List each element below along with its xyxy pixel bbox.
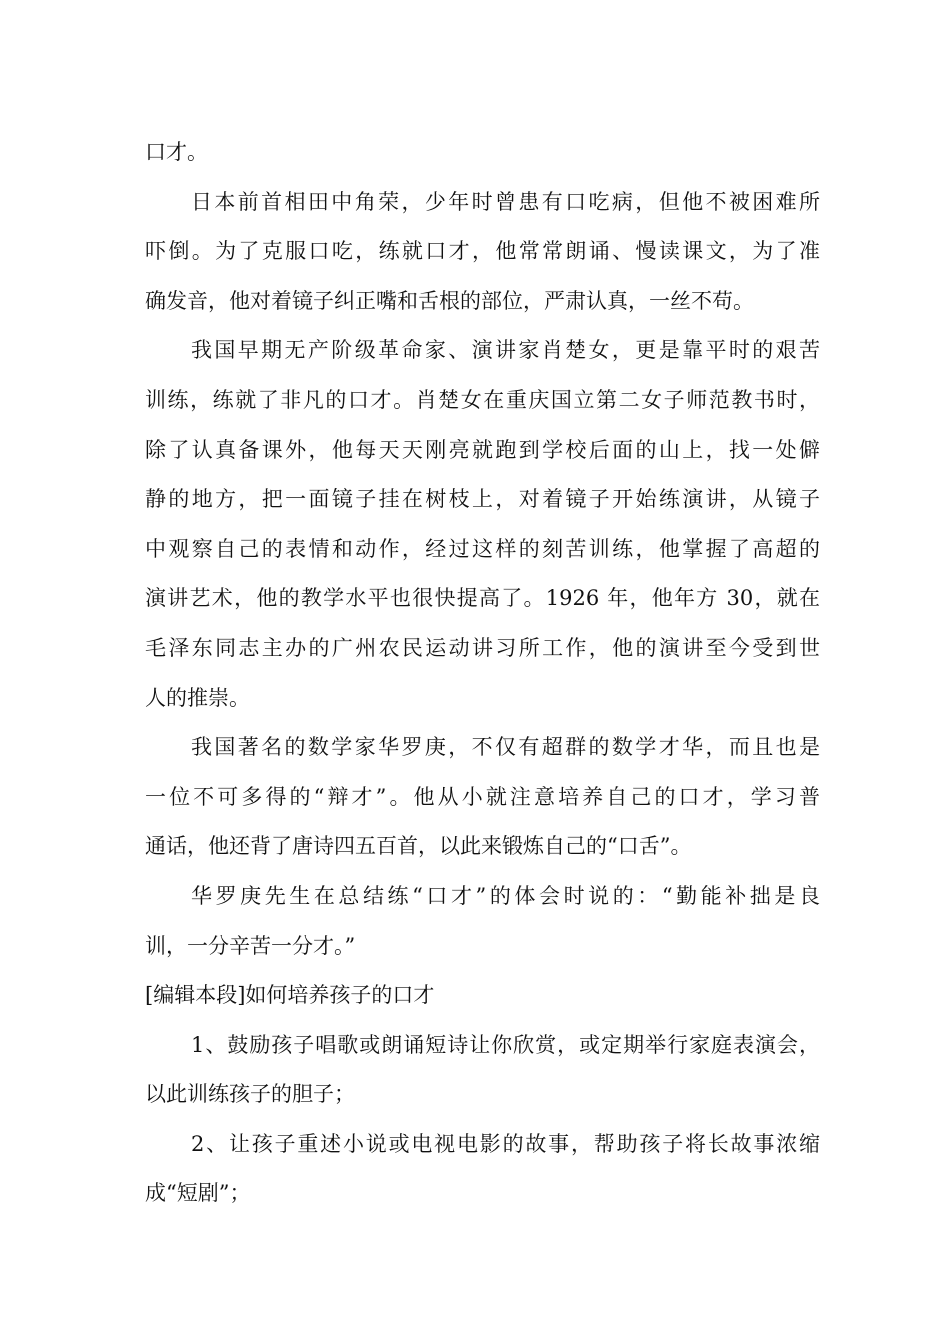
text-line: 口才。 (145, 140, 208, 164)
text-line: 日本前首相田中角荣，少年时曾患有口吃病，但他不被困难所 (191, 189, 820, 214)
text-line: 吓倒。为了克服口吃，练就口才，他常常朗诵、慢读课文，为了准 (145, 239, 820, 264)
text-line: 训练，练就了非凡的口才。肖楚女在重庆国立第二女子师范教书时， (145, 387, 820, 412)
document-body (145, 128, 820, 1219)
list-item-line: 成“短剧”； (145, 1181, 251, 1206)
text-line: 我国著名的数学家华罗庚，不仅有超群的数学才华，而且也是 (191, 735, 820, 760)
list-item-line: 1、鼓励孩子唱歌或朗诵短诗让你欣赏，或定期举行家庭表演会， (191, 1032, 820, 1057)
text-line: 确发音，他对着镜子纠正嘴和舌根的部位，严肃认真，一丝不苟。 (145, 288, 754, 313)
text-line: 人的推崇。 (145, 685, 250, 710)
list-item-line: 以此训练孩子的胆子； (145, 1082, 355, 1107)
list-item-line: 2、让孩子重述小说或电视电影的故事，帮助孩子将长故事浓缩 (191, 1131, 820, 1156)
text-line: 我国早期无产阶级革命家、演讲家肖楚女，更是靠平时的艰苦 (191, 338, 820, 363)
text-line: 除了认真备课外，他每天天刚亮就跑到学校后面的山上，找一处僻 (145, 437, 820, 462)
section-heading: [编辑本段]如何培养孩子的口才 (145, 983, 435, 1008)
text-line: 毛泽东同志主办的广州农民运动讲习所工作，他的演讲至今受到世 (145, 635, 820, 660)
text-line: 静的地方，把一面镜子挂在树枝上，对着镜子开始练演讲，从镜子 (145, 487, 820, 512)
text-line: 华罗庚先生在总结练“口才”的体会时说的：“勤能补拙是良 (191, 883, 820, 908)
text-line: 演讲艺术，他的教学水平也很快提高了。1926 年，他年方 30，就在 (145, 586, 820, 611)
text-line: 一位不可多得的“辩才”。他从小就注意培养自己的口才，学习普 (145, 784, 820, 809)
text-line: 训，一分辛苦一分才。” (145, 933, 356, 958)
text-line: 通话，他还背了唐诗四五百首，以此来锻炼自己的“口舌”。 (145, 834, 692, 859)
text-line: 中观察自己的表情和动作，经过这样的刻苦训练，他掌握了高超的 (145, 536, 820, 561)
